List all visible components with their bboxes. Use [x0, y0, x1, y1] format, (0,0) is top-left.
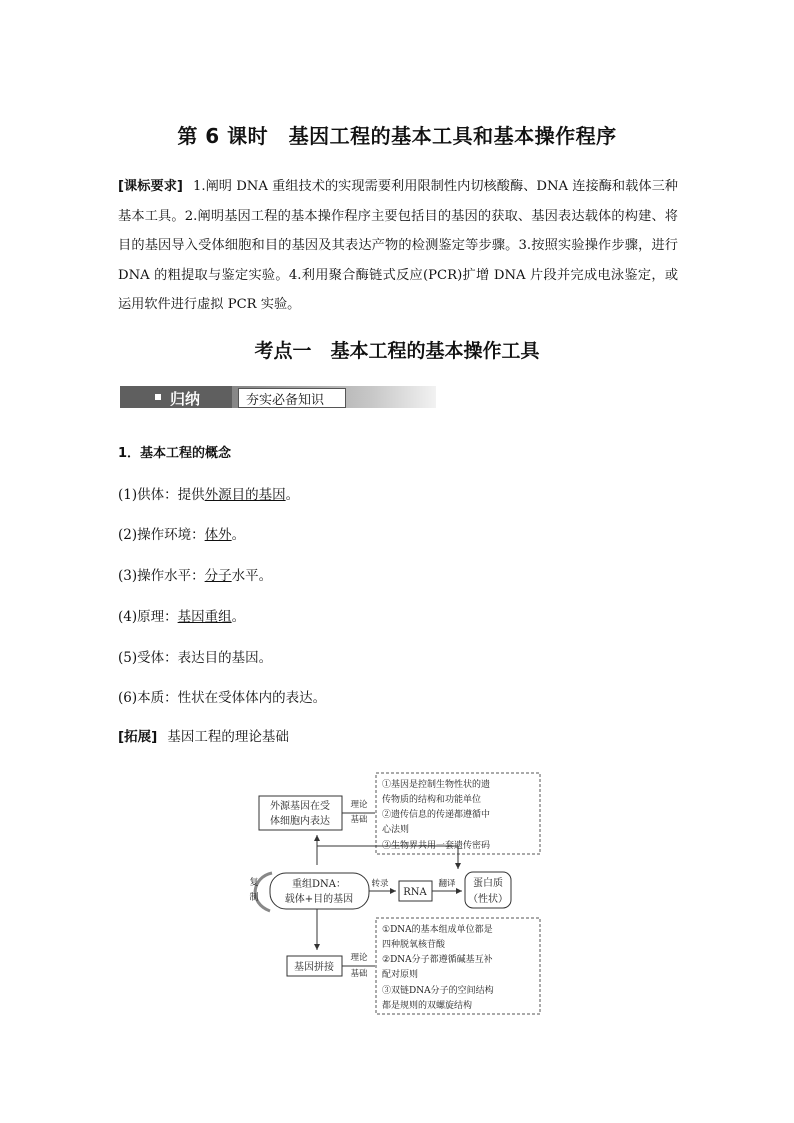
center-box-line-2: 载体+目的基因	[284, 894, 354, 905]
bottom-list-line-5: ③双链DNA分子的空间结构	[382, 986, 494, 996]
theory-label-bottom-1: 理论	[350, 953, 368, 963]
top-list-line-5: ③生物界共用一套遗传密码	[382, 841, 491, 851]
answer-blank: 体外	[204, 527, 232, 543]
requirements-text: 1.阐明 DNA 重组技术的实现需要利用限制性内切核酸酶、DNA 连接酶和载体三种基本工具。2.阐明基因工程的基本操作程序主要包括目的基因的获取、基因表达载体的构建、将目的基因导入受体细胞和目的基因及其表达产物的检测鉴定等步骤。3.按照实验操作步骤，进行 DNA 的粗提取与鉴定实验。4.利用聚合酶链式反应(PCR)扩增 DNA 片段并完成电泳鉴定，或运用软件进行虚拟 PCR 实验。	[118, 179, 678, 312]
bottom-list-line-4: 配对原则	[382, 970, 419, 980]
square-bullet-icon	[155, 394, 161, 400]
bottom-list-line-1: ①DNA的基本组成单位都是	[382, 925, 493, 935]
bottom-list-line-2: 四种脱氧核苷酸	[382, 940, 446, 950]
banner-label-summary: 归纳	[170, 390, 201, 408]
replicate-label-1: 复	[249, 878, 259, 888]
page-title: 第 6 课时 基因工程的基本工具和基本操作程序	[177, 124, 617, 148]
top-list-line-4: 心法则	[382, 825, 410, 835]
concept-item-4: (4)原理：基因重组。	[118, 609, 246, 625]
protein-line-1: 蛋白质	[473, 878, 503, 889]
top-list-line-2: 传物质的结构和功能单位	[382, 795, 482, 805]
summary-banner	[120, 384, 436, 410]
box-top-line-2: 体细胞内表达	[270, 816, 330, 827]
curriculum-requirements	[118, 172, 678, 320]
concept-item-5: (5)受体：表达目的基因。	[118, 650, 273, 666]
answer-blank: 分子	[204, 568, 232, 584]
theory-label-top-2: 基础	[350, 815, 368, 825]
theory-label-top-1: 理论	[350, 800, 368, 810]
transcription-label: 转录	[371, 879, 389, 889]
answer-blank: 基因重组	[177, 609, 232, 625]
requirements-tag: [课标要求]	[118, 179, 183, 194]
extension-title: 基因工程的理论基础	[167, 729, 289, 745]
rna-label: RNA	[403, 887, 427, 898]
banner-label-knowledge: 夯实必备知识	[246, 393, 325, 408]
concept-heading: 1．基本工程的概念	[118, 446, 232, 461]
bottom-list-line-3: ②DNA分子都遵循碱基互补	[382, 955, 493, 965]
answer-blank: 外源目的基因	[204, 487, 286, 503]
top-list-line-3: ②遗传信息的传递都遵循中	[382, 810, 491, 820]
concept-item-2: (2)操作环境：体外。	[118, 527, 246, 543]
bottom-list-line-6: 都是规则的双螺旋结构	[382, 1001, 473, 1011]
extension-line	[118, 725, 289, 745]
protein-line-2: （性状）	[468, 894, 508, 905]
concept-item-3: (3)操作水平：分子水平。	[118, 568, 273, 584]
concept-item-1: (1)供体：提供外源目的基因。	[118, 487, 300, 503]
concept-item-6: (6)本质：性状在受体体内的表达。	[118, 690, 327, 706]
translation-label: 翻译	[438, 879, 456, 889]
box-bottom-label: 基因拼接	[294, 962, 334, 973]
top-list-line-1: ①基因是控制生物性状的遗	[382, 780, 491, 790]
center-box-line-1: 重组DNA：	[292, 879, 346, 890]
section-title: 考点一 基本工程的基本操作工具	[254, 340, 540, 362]
box-top-line-1: 外源基因在受	[270, 801, 330, 812]
extension-tag: [拓展]	[118, 729, 158, 745]
theory-diagram	[240, 765, 550, 1020]
theory-label-bottom-2: 基础	[350, 969, 368, 979]
replicate-label-2: 制	[249, 893, 259, 903]
